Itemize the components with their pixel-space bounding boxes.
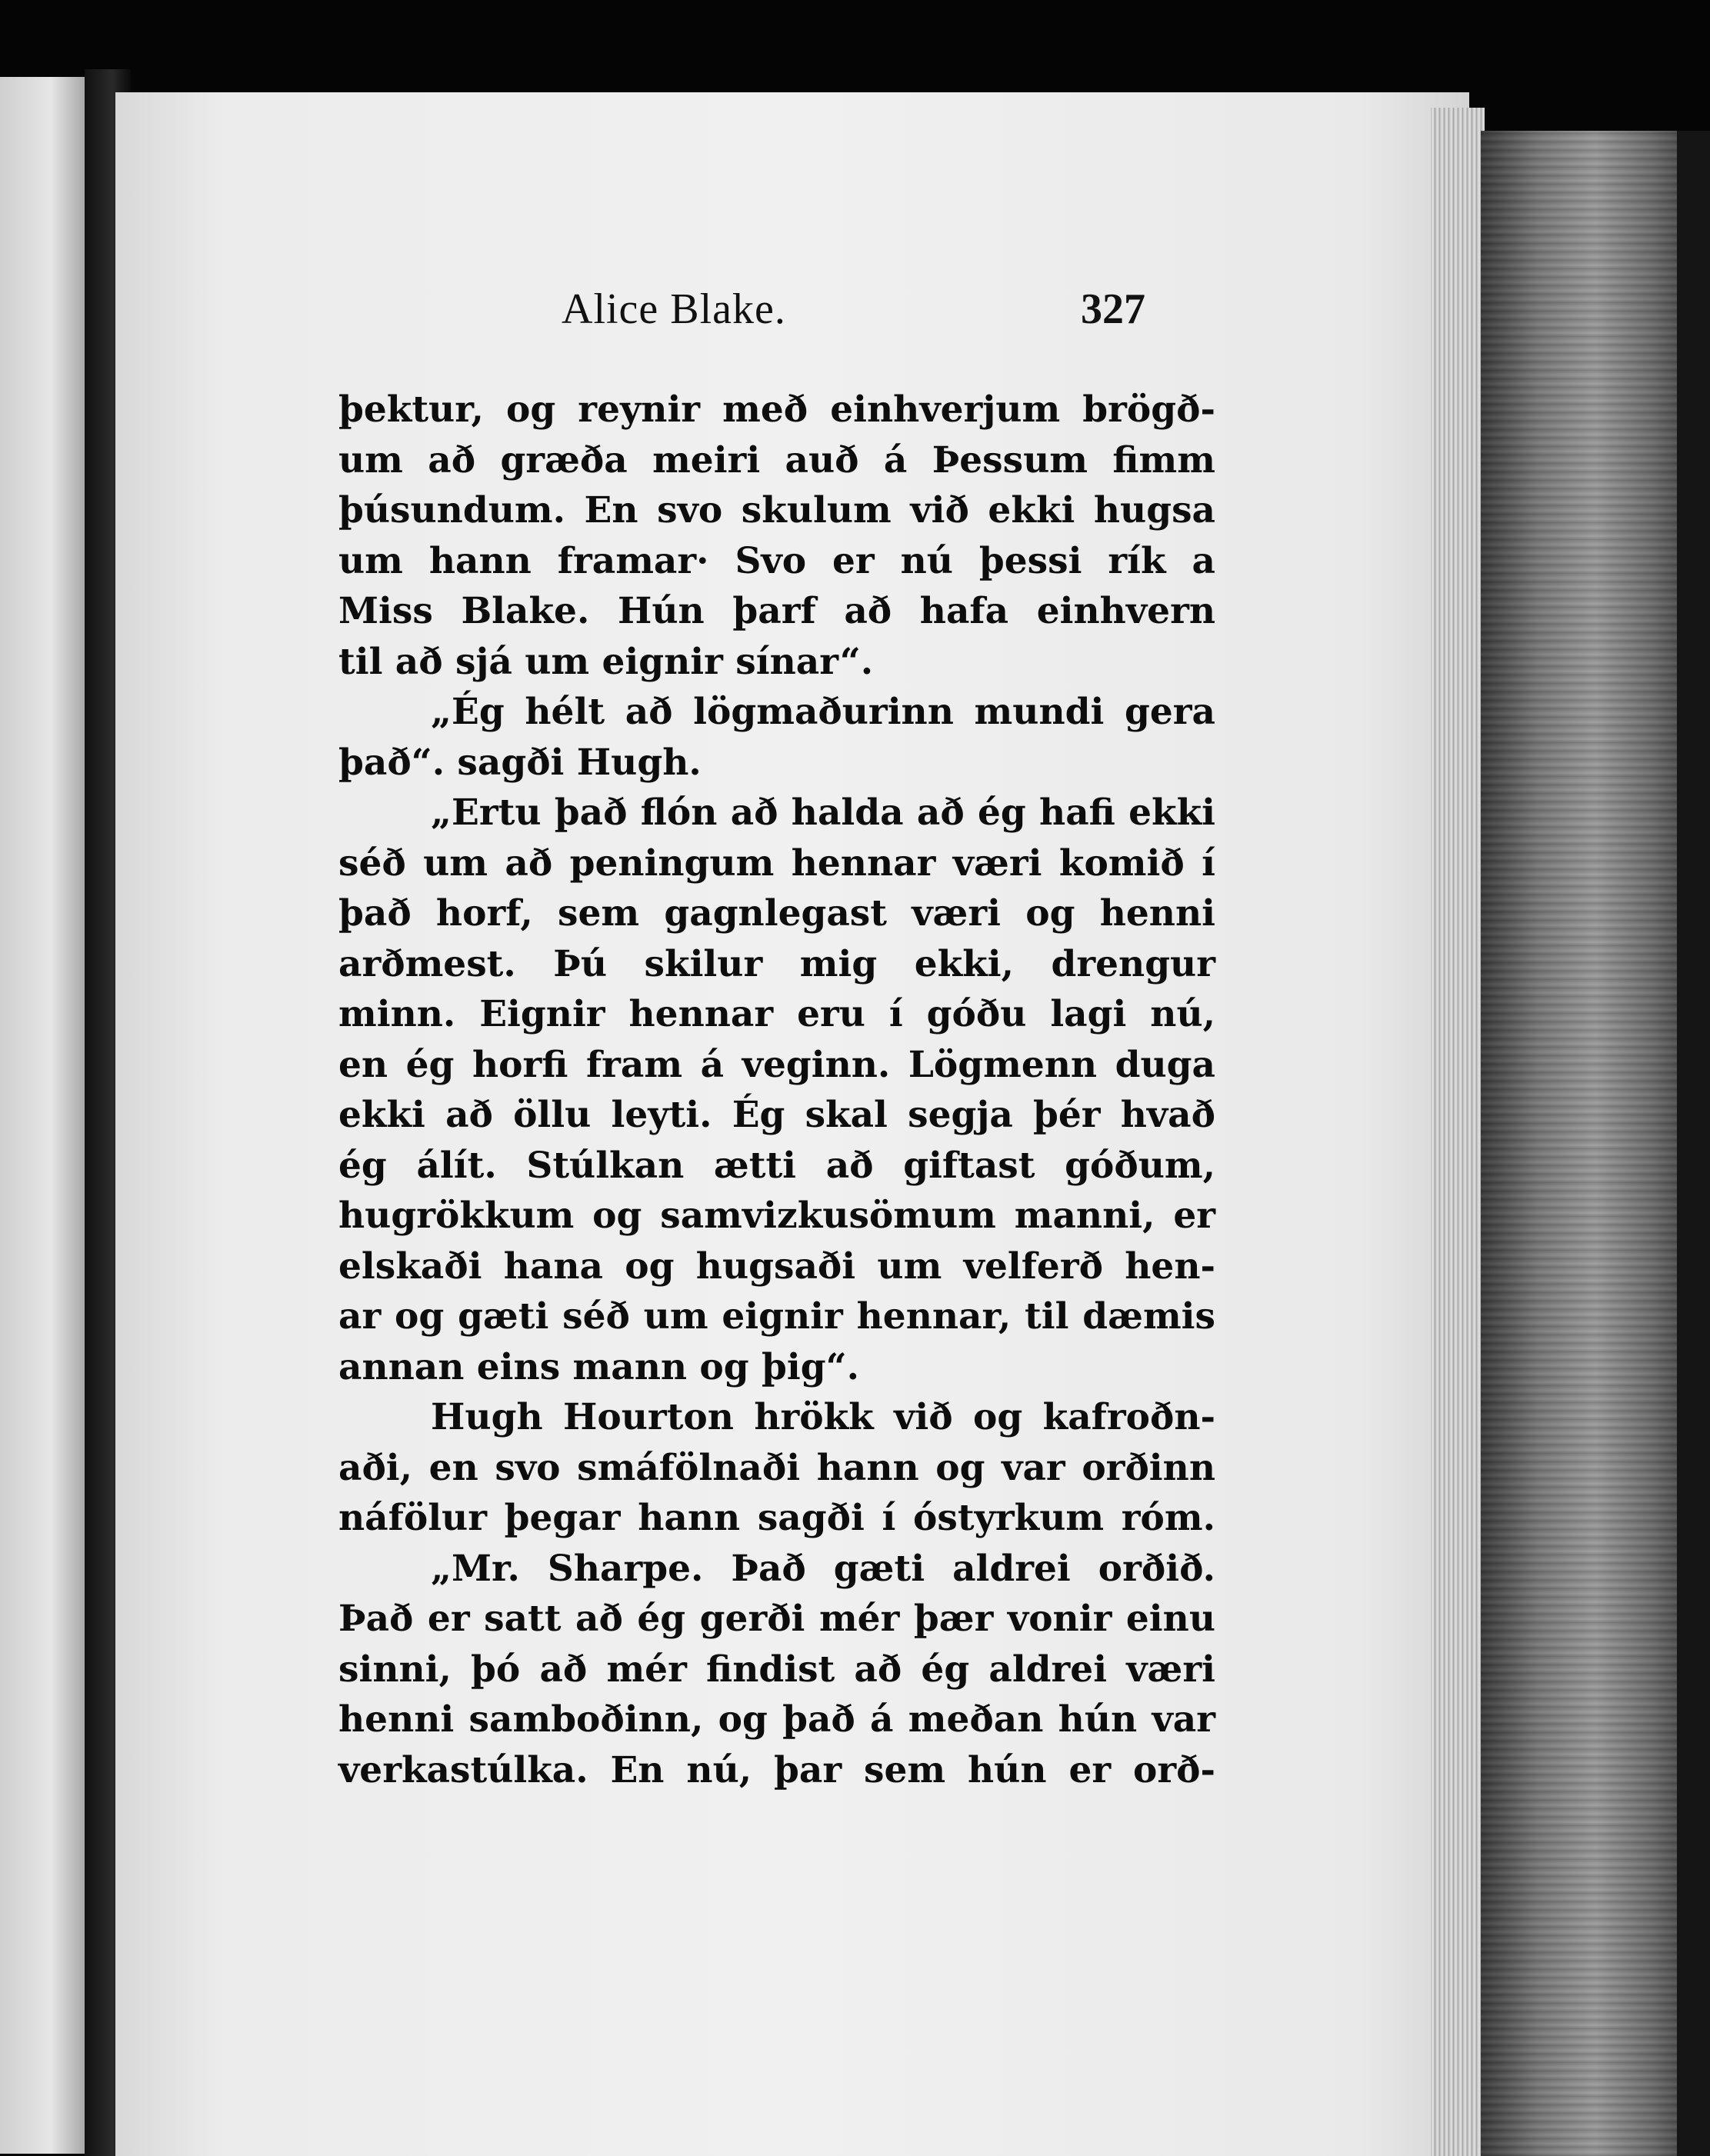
text-line: til að sjá um eignir sínar“. [338,640,874,683]
text-line: „Ertu það flón að halda að ég hafi ekki [431,791,1215,834]
running-head [115,285,1469,346]
text-line: náfölur þegar hann sagði í óstyrkum róm. [338,1497,1215,1539]
text-line: um hann framar· Svo er nú þessi rík a [338,539,1215,582]
text-line: ar og gæti séð um eignir hennar, til dæmis [338,1295,1215,1338]
text-line: ekki að öllu leyti. Ég skal segja þér hvað [338,1094,1215,1136]
text-line: þúsundum. En svo skulum við ekki hugsa [338,489,1215,532]
text-line: Miss Blake. Hún þarf að hafa einhvern [338,590,1215,632]
cover-shadow [1677,131,1710,2156]
book-cover-edge [1481,131,1710,2156]
text-line: Hugh Hourton hrökk við og kafroðn- [431,1396,1215,1438]
text-line: arðmest. Þú skilur mig ekki, drengur [338,942,1215,985]
body-text [338,385,1215,1795]
text-line: „Ég hélt að lögmaðurinn mundi gera [431,691,1215,733]
text-line: henni samboðinn, og það á meðan hún var [338,1698,1215,1741]
text-line: sinni, þó að mér findist að ég aldrei væri [338,1648,1215,1691]
text-line: það“. sagði Hugh. [338,741,702,784]
text-line: annan eins mann og þig“. [338,1345,859,1388]
text-line: séð um að peningum hennar væri komið í [338,841,1215,885]
page-edges [1431,108,1485,2156]
text-line: en ég horfi fram á veginn. Lögmenn duga [338,1043,1215,1086]
text-line: „Mr. Sharpe. Það gæti aldrei orðið. [431,1547,1215,1590]
text-line: ég álít. Stúlkan ætti að giftast góðum, [338,1144,1215,1187]
text-line: um að græða meiri auð á Þessum fimm [338,438,1215,482]
text-line: verkastúlka. En nú, þar sem hún er orð- [338,1748,1215,1791]
page-number: 327 [1081,285,1145,333]
text-line: aði, en svo smáfölnaði hann og var orðinn [338,1446,1215,1489]
running-head-title: Alice Blake. [562,285,786,333]
text-line: það horf, sem gagnlegast væri og henni [338,892,1215,935]
left-facing-page [0,77,92,2154]
text-line: Það er satt að ég gerði mér þær vonir einu [338,1598,1215,1640]
text-line: minn. Eignir hennar eru í góðu lagi nú, [338,993,1215,1035]
text-line: þektur, og reynir með einhverjum brögð- [338,388,1215,431]
text-line: elskaði hana og hugsaði um velferð hen- [338,1245,1215,1288]
text-line: hugrökkum og samvizkusömum manni, er [338,1195,1215,1237]
